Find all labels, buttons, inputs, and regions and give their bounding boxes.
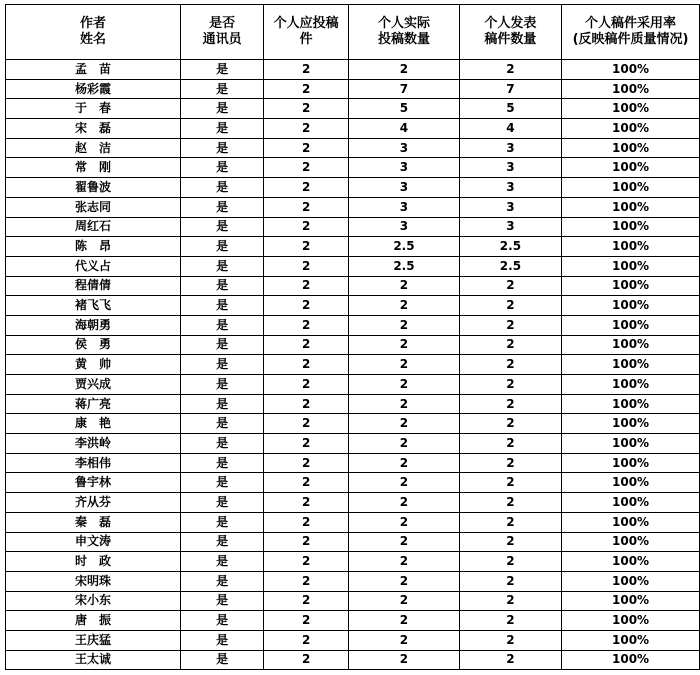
author-name-cell: 贾兴成 bbox=[6, 375, 181, 395]
actual-submissions-cell: 2 bbox=[349, 591, 460, 611]
published-count-cell: 2 bbox=[459, 571, 561, 591]
required-submissions-cell: 2 bbox=[264, 414, 349, 434]
required-submissions-cell: 2 bbox=[264, 473, 349, 493]
header-is-correspondent-line-1: 是否 bbox=[209, 16, 236, 31]
adoption-rate-cell: 100% bbox=[562, 178, 700, 198]
actual-submissions-cell: 3 bbox=[349, 217, 460, 237]
table-row bbox=[6, 611, 700, 631]
author-name-cell: 王太诚 bbox=[6, 650, 181, 670]
table-row bbox=[6, 276, 700, 296]
author-name-cell: 王庆猛 bbox=[6, 630, 181, 650]
published-count-cell: 4 bbox=[459, 119, 561, 139]
published-count-cell: 2 bbox=[459, 315, 561, 335]
required-submissions-cell: 2 bbox=[264, 315, 349, 335]
required-submissions-cell: 2 bbox=[264, 335, 349, 355]
correspondent-cell: 是 bbox=[181, 630, 264, 650]
table-row bbox=[6, 60, 700, 80]
required-submissions-cell: 2 bbox=[264, 138, 349, 158]
required-submissions-cell: 2 bbox=[264, 119, 349, 139]
published-count-cell: 3 bbox=[459, 158, 561, 178]
header-adoption-rate bbox=[562, 5, 700, 60]
author-name-cell: 康 艳 bbox=[6, 414, 181, 434]
published-count-cell: 3 bbox=[459, 178, 561, 198]
actual-submissions-cell: 2 bbox=[349, 493, 460, 513]
adoption-rate-cell: 100% bbox=[562, 650, 700, 670]
published-count-cell: 2 bbox=[459, 375, 561, 395]
correspondent-cell: 是 bbox=[181, 178, 264, 198]
required-submissions-cell: 2 bbox=[264, 237, 349, 257]
author-name-cell: 李相伟 bbox=[6, 453, 181, 473]
adoption-rate-cell: 100% bbox=[562, 119, 700, 139]
table-row bbox=[6, 119, 700, 139]
published-count-cell: 3 bbox=[459, 138, 561, 158]
adoption-rate-cell: 100% bbox=[562, 375, 700, 395]
correspondent-cell: 是 bbox=[181, 434, 264, 454]
required-submissions-cell: 2 bbox=[264, 591, 349, 611]
required-submissions-cell: 2 bbox=[264, 650, 349, 670]
actual-submissions-cell: 3 bbox=[349, 178, 460, 198]
required-submissions-cell: 2 bbox=[264, 611, 349, 631]
adoption-rate-cell: 100% bbox=[562, 296, 700, 316]
table-row bbox=[6, 138, 700, 158]
author-name-cell: 杨彩霞 bbox=[6, 79, 181, 99]
required-submissions-cell: 2 bbox=[264, 217, 349, 237]
published-count-cell: 2 bbox=[459, 473, 561, 493]
adoption-rate-cell: 100% bbox=[562, 217, 700, 237]
adoption-rate-cell: 100% bbox=[562, 60, 700, 80]
adoption-rate-cell: 100% bbox=[562, 512, 700, 532]
published-count-cell: 2 bbox=[459, 453, 561, 473]
table-row bbox=[6, 552, 700, 572]
published-count-cell: 2 bbox=[459, 335, 561, 355]
published-count-cell: 2 bbox=[459, 630, 561, 650]
table-row bbox=[6, 217, 700, 237]
table-row bbox=[6, 650, 700, 670]
table-row bbox=[6, 335, 700, 355]
correspondent-cell: 是 bbox=[181, 60, 264, 80]
published-count-cell: 2 bbox=[459, 355, 561, 375]
table-row bbox=[6, 414, 700, 434]
correspondent-cell: 是 bbox=[181, 394, 264, 414]
table-row bbox=[6, 571, 700, 591]
author-name-cell: 齐从芬 bbox=[6, 493, 181, 513]
author-name-cell: 黄 帅 bbox=[6, 355, 181, 375]
header-adoption-rate-line-1: 个人稿件采用率 bbox=[585, 16, 677, 31]
correspondent-cell: 是 bbox=[181, 493, 264, 513]
correspondent-cell: 是 bbox=[181, 119, 264, 139]
author-name-cell: 申文涛 bbox=[6, 532, 181, 552]
correspondent-cell: 是 bbox=[181, 256, 264, 276]
correspondent-cell: 是 bbox=[181, 276, 264, 296]
author-name-cell: 李洪岭 bbox=[6, 434, 181, 454]
header-required-submissions bbox=[264, 5, 349, 60]
adoption-rate-cell: 100% bbox=[562, 532, 700, 552]
correspondent-cell: 是 bbox=[181, 296, 264, 316]
author-name-cell: 孟 苗 bbox=[6, 60, 181, 80]
actual-submissions-cell: 2 bbox=[349, 453, 460, 473]
author-name-cell: 于 春 bbox=[6, 99, 181, 119]
table-row bbox=[6, 99, 700, 119]
actual-submissions-cell: 2 bbox=[349, 611, 460, 631]
required-submissions-cell: 2 bbox=[264, 178, 349, 198]
adoption-rate-cell: 100% bbox=[562, 493, 700, 513]
adoption-rate-cell: 100% bbox=[562, 138, 700, 158]
header-is-correspondent bbox=[181, 5, 264, 60]
published-count-cell: 2 bbox=[459, 512, 561, 532]
required-submissions-cell: 2 bbox=[264, 453, 349, 473]
published-count-cell: 2 bbox=[459, 552, 561, 572]
actual-submissions-cell: 4 bbox=[349, 119, 460, 139]
author-name-cell: 赵 洁 bbox=[6, 138, 181, 158]
published-count-cell: 2 bbox=[459, 493, 561, 513]
correspondent-cell: 是 bbox=[181, 335, 264, 355]
correspondent-cell: 是 bbox=[181, 571, 264, 591]
table-row bbox=[6, 453, 700, 473]
author-name-cell: 鲁宇林 bbox=[6, 473, 181, 493]
actual-submissions-cell: 2.5 bbox=[349, 256, 460, 276]
author-name-cell: 陈 昂 bbox=[6, 237, 181, 257]
author-name-cell: 唐 振 bbox=[6, 611, 181, 631]
required-submissions-cell: 2 bbox=[264, 355, 349, 375]
author-name-cell: 侯 勇 bbox=[6, 335, 181, 355]
header-adoption-rate-line-2: (反映稿件质量情况) bbox=[572, 32, 689, 47]
correspondent-cell: 是 bbox=[181, 138, 264, 158]
author-name-cell: 宋明珠 bbox=[6, 571, 181, 591]
table-row bbox=[6, 355, 700, 375]
table-body bbox=[6, 60, 700, 670]
actual-submissions-cell: 2 bbox=[349, 552, 460, 572]
published-count-cell: 2 bbox=[459, 532, 561, 552]
author-name-cell: 常 刚 bbox=[6, 158, 181, 178]
header-published-count-line-2: 稿件数量 bbox=[484, 32, 537, 47]
header-published-count bbox=[459, 5, 561, 60]
table-row bbox=[6, 315, 700, 335]
required-submissions-cell: 2 bbox=[264, 375, 349, 395]
author-name-cell: 海朝勇 bbox=[6, 315, 181, 335]
required-submissions-cell: 2 bbox=[264, 60, 349, 80]
correspondent-cell: 是 bbox=[181, 79, 264, 99]
table-row bbox=[6, 197, 700, 217]
author-name-cell: 时 政 bbox=[6, 552, 181, 572]
header-actual-submissions-line-1: 个人实际 bbox=[377, 16, 430, 31]
actual-submissions-cell: 3 bbox=[349, 138, 460, 158]
required-submissions-cell: 2 bbox=[264, 394, 349, 414]
correspondent-cell: 是 bbox=[181, 453, 264, 473]
published-count-cell: 7 bbox=[459, 79, 561, 99]
table-row bbox=[6, 434, 700, 454]
published-count-cell: 2 bbox=[459, 276, 561, 296]
adoption-rate-cell: 100% bbox=[562, 355, 700, 375]
published-count-cell: 2 bbox=[459, 60, 561, 80]
correspondent-cell: 是 bbox=[181, 99, 264, 119]
correspondent-cell: 是 bbox=[181, 355, 264, 375]
header-published-count-line-1: 个人发表 bbox=[484, 16, 537, 31]
correspondent-cell: 是 bbox=[181, 414, 264, 434]
actual-submissions-cell: 2 bbox=[349, 630, 460, 650]
header-is-correspondent-line-2: 通讯员 bbox=[202, 32, 242, 47]
required-submissions-cell: 2 bbox=[264, 99, 349, 119]
adoption-rate-cell: 100% bbox=[562, 158, 700, 178]
adoption-rate-cell: 100% bbox=[562, 453, 700, 473]
adoption-rate-cell: 100% bbox=[562, 591, 700, 611]
author-name-cell: 褚飞飞 bbox=[6, 296, 181, 316]
required-submissions-cell: 2 bbox=[264, 571, 349, 591]
published-count-cell: 2.5 bbox=[459, 256, 561, 276]
published-count-cell: 2.5 bbox=[459, 237, 561, 257]
table-row bbox=[6, 256, 700, 276]
author-name-cell: 宋小东 bbox=[6, 591, 181, 611]
adoption-rate-cell: 100% bbox=[562, 335, 700, 355]
table-row bbox=[6, 493, 700, 513]
adoption-rate-cell: 100% bbox=[562, 552, 700, 572]
actual-submissions-cell: 2 bbox=[349, 60, 460, 80]
published-count-cell: 3 bbox=[459, 217, 561, 237]
adoption-rate-cell: 100% bbox=[562, 611, 700, 631]
published-count-cell: 5 bbox=[459, 99, 561, 119]
correspondent-cell: 是 bbox=[181, 650, 264, 670]
required-submissions-cell: 2 bbox=[264, 197, 349, 217]
actual-submissions-cell: 3 bbox=[349, 197, 460, 217]
published-count-cell: 2 bbox=[459, 434, 561, 454]
correspondent-cell: 是 bbox=[181, 611, 264, 631]
published-count-cell: 3 bbox=[459, 197, 561, 217]
correspondent-cell: 是 bbox=[181, 158, 264, 178]
published-count-cell: 2 bbox=[459, 591, 561, 611]
actual-submissions-cell: 2 bbox=[349, 473, 460, 493]
adoption-rate-cell: 100% bbox=[562, 79, 700, 99]
adoption-rate-cell: 100% bbox=[562, 315, 700, 335]
actual-submissions-cell: 5 bbox=[349, 99, 460, 119]
required-submissions-cell: 2 bbox=[264, 552, 349, 572]
actual-submissions-cell: 2 bbox=[349, 532, 460, 552]
published-count-cell: 2 bbox=[459, 394, 561, 414]
required-submissions-cell: 2 bbox=[264, 256, 349, 276]
table-row bbox=[6, 532, 700, 552]
table-row bbox=[6, 473, 700, 493]
author-name-cell: 蒋广亮 bbox=[6, 394, 181, 414]
header-required-submissions-line-1: 个人应投稿 bbox=[273, 16, 339, 31]
adoption-rate-cell: 100% bbox=[562, 571, 700, 591]
correspondent-cell: 是 bbox=[181, 473, 264, 493]
published-count-cell: 2 bbox=[459, 296, 561, 316]
author-name-cell: 代义占 bbox=[6, 256, 181, 276]
adoption-rate-cell: 100% bbox=[562, 276, 700, 296]
actual-submissions-cell: 2 bbox=[349, 276, 460, 296]
author-name-cell: 秦 磊 bbox=[6, 512, 181, 532]
required-submissions-cell: 2 bbox=[264, 512, 349, 532]
table-header bbox=[6, 5, 700, 60]
table-row bbox=[6, 79, 700, 99]
adoption-rate-cell: 100% bbox=[562, 99, 700, 119]
required-submissions-cell: 2 bbox=[264, 276, 349, 296]
required-submissions-cell: 2 bbox=[264, 532, 349, 552]
correspondent-cell: 是 bbox=[181, 532, 264, 552]
actual-submissions-cell: 2 bbox=[349, 335, 460, 355]
adoption-rate-cell: 100% bbox=[562, 394, 700, 414]
correspondent-cell: 是 bbox=[181, 197, 264, 217]
header-author-name-line-1: 作者 bbox=[80, 16, 107, 31]
actual-submissions-cell: 2.5 bbox=[349, 237, 460, 257]
published-count-cell: 2 bbox=[459, 414, 561, 434]
adoption-rate-cell: 100% bbox=[562, 414, 700, 434]
header-actual-submissions bbox=[349, 5, 460, 60]
header-author-name-line-2: 姓名 bbox=[80, 32, 107, 47]
required-submissions-cell: 2 bbox=[264, 296, 349, 316]
submission-statistics-table bbox=[5, 4, 700, 670]
author-name-cell: 张志同 bbox=[6, 197, 181, 217]
actual-submissions-cell: 2 bbox=[349, 375, 460, 395]
correspondent-cell: 是 bbox=[181, 217, 264, 237]
table-row bbox=[6, 375, 700, 395]
actual-submissions-cell: 2 bbox=[349, 355, 460, 375]
header-actual-submissions-line-2: 投稿数量 bbox=[377, 32, 430, 47]
correspondent-cell: 是 bbox=[181, 591, 264, 611]
author-name-cell: 程倩倩 bbox=[6, 276, 181, 296]
author-name-cell: 宋 磊 bbox=[6, 119, 181, 139]
actual-submissions-cell: 2 bbox=[349, 414, 460, 434]
actual-submissions-cell: 2 bbox=[349, 296, 460, 316]
actual-submissions-cell: 7 bbox=[349, 79, 460, 99]
correspondent-cell: 是 bbox=[181, 315, 264, 335]
table-row bbox=[6, 394, 700, 414]
header-row bbox=[6, 5, 700, 60]
required-submissions-cell: 2 bbox=[264, 630, 349, 650]
author-name-cell: 翟鲁波 bbox=[6, 178, 181, 198]
table-row bbox=[6, 178, 700, 198]
table-row bbox=[6, 237, 700, 257]
actual-submissions-cell: 2 bbox=[349, 650, 460, 670]
header-required-submissions-line-2: 件 bbox=[299, 32, 313, 47]
adoption-rate-cell: 100% bbox=[562, 434, 700, 454]
table-row bbox=[6, 158, 700, 178]
author-name-cell: 周红石 bbox=[6, 217, 181, 237]
actual-submissions-cell: 2 bbox=[349, 434, 460, 454]
adoption-rate-cell: 100% bbox=[562, 473, 700, 493]
correspondent-cell: 是 bbox=[181, 375, 264, 395]
published-count-cell: 2 bbox=[459, 650, 561, 670]
table-row bbox=[6, 512, 700, 532]
actual-submissions-cell: 3 bbox=[349, 158, 460, 178]
table-row bbox=[6, 630, 700, 650]
adoption-rate-cell: 100% bbox=[562, 256, 700, 276]
actual-submissions-cell: 2 bbox=[349, 315, 460, 335]
required-submissions-cell: 2 bbox=[264, 158, 349, 178]
published-count-cell: 2 bbox=[459, 611, 561, 631]
adoption-rate-cell: 100% bbox=[562, 630, 700, 650]
adoption-rate-cell: 100% bbox=[562, 197, 700, 217]
actual-submissions-cell: 2 bbox=[349, 394, 460, 414]
correspondent-cell: 是 bbox=[181, 237, 264, 257]
correspondent-cell: 是 bbox=[181, 552, 264, 572]
header-author-name bbox=[6, 5, 181, 60]
table-row bbox=[6, 591, 700, 611]
correspondent-cell: 是 bbox=[181, 512, 264, 532]
adoption-rate-cell: 100% bbox=[562, 237, 700, 257]
required-submissions-cell: 2 bbox=[264, 493, 349, 513]
table-row bbox=[6, 296, 700, 316]
required-submissions-cell: 2 bbox=[264, 434, 349, 454]
actual-submissions-cell: 2 bbox=[349, 512, 460, 532]
required-submissions-cell: 2 bbox=[264, 79, 349, 99]
actual-submissions-cell: 2 bbox=[349, 571, 460, 591]
